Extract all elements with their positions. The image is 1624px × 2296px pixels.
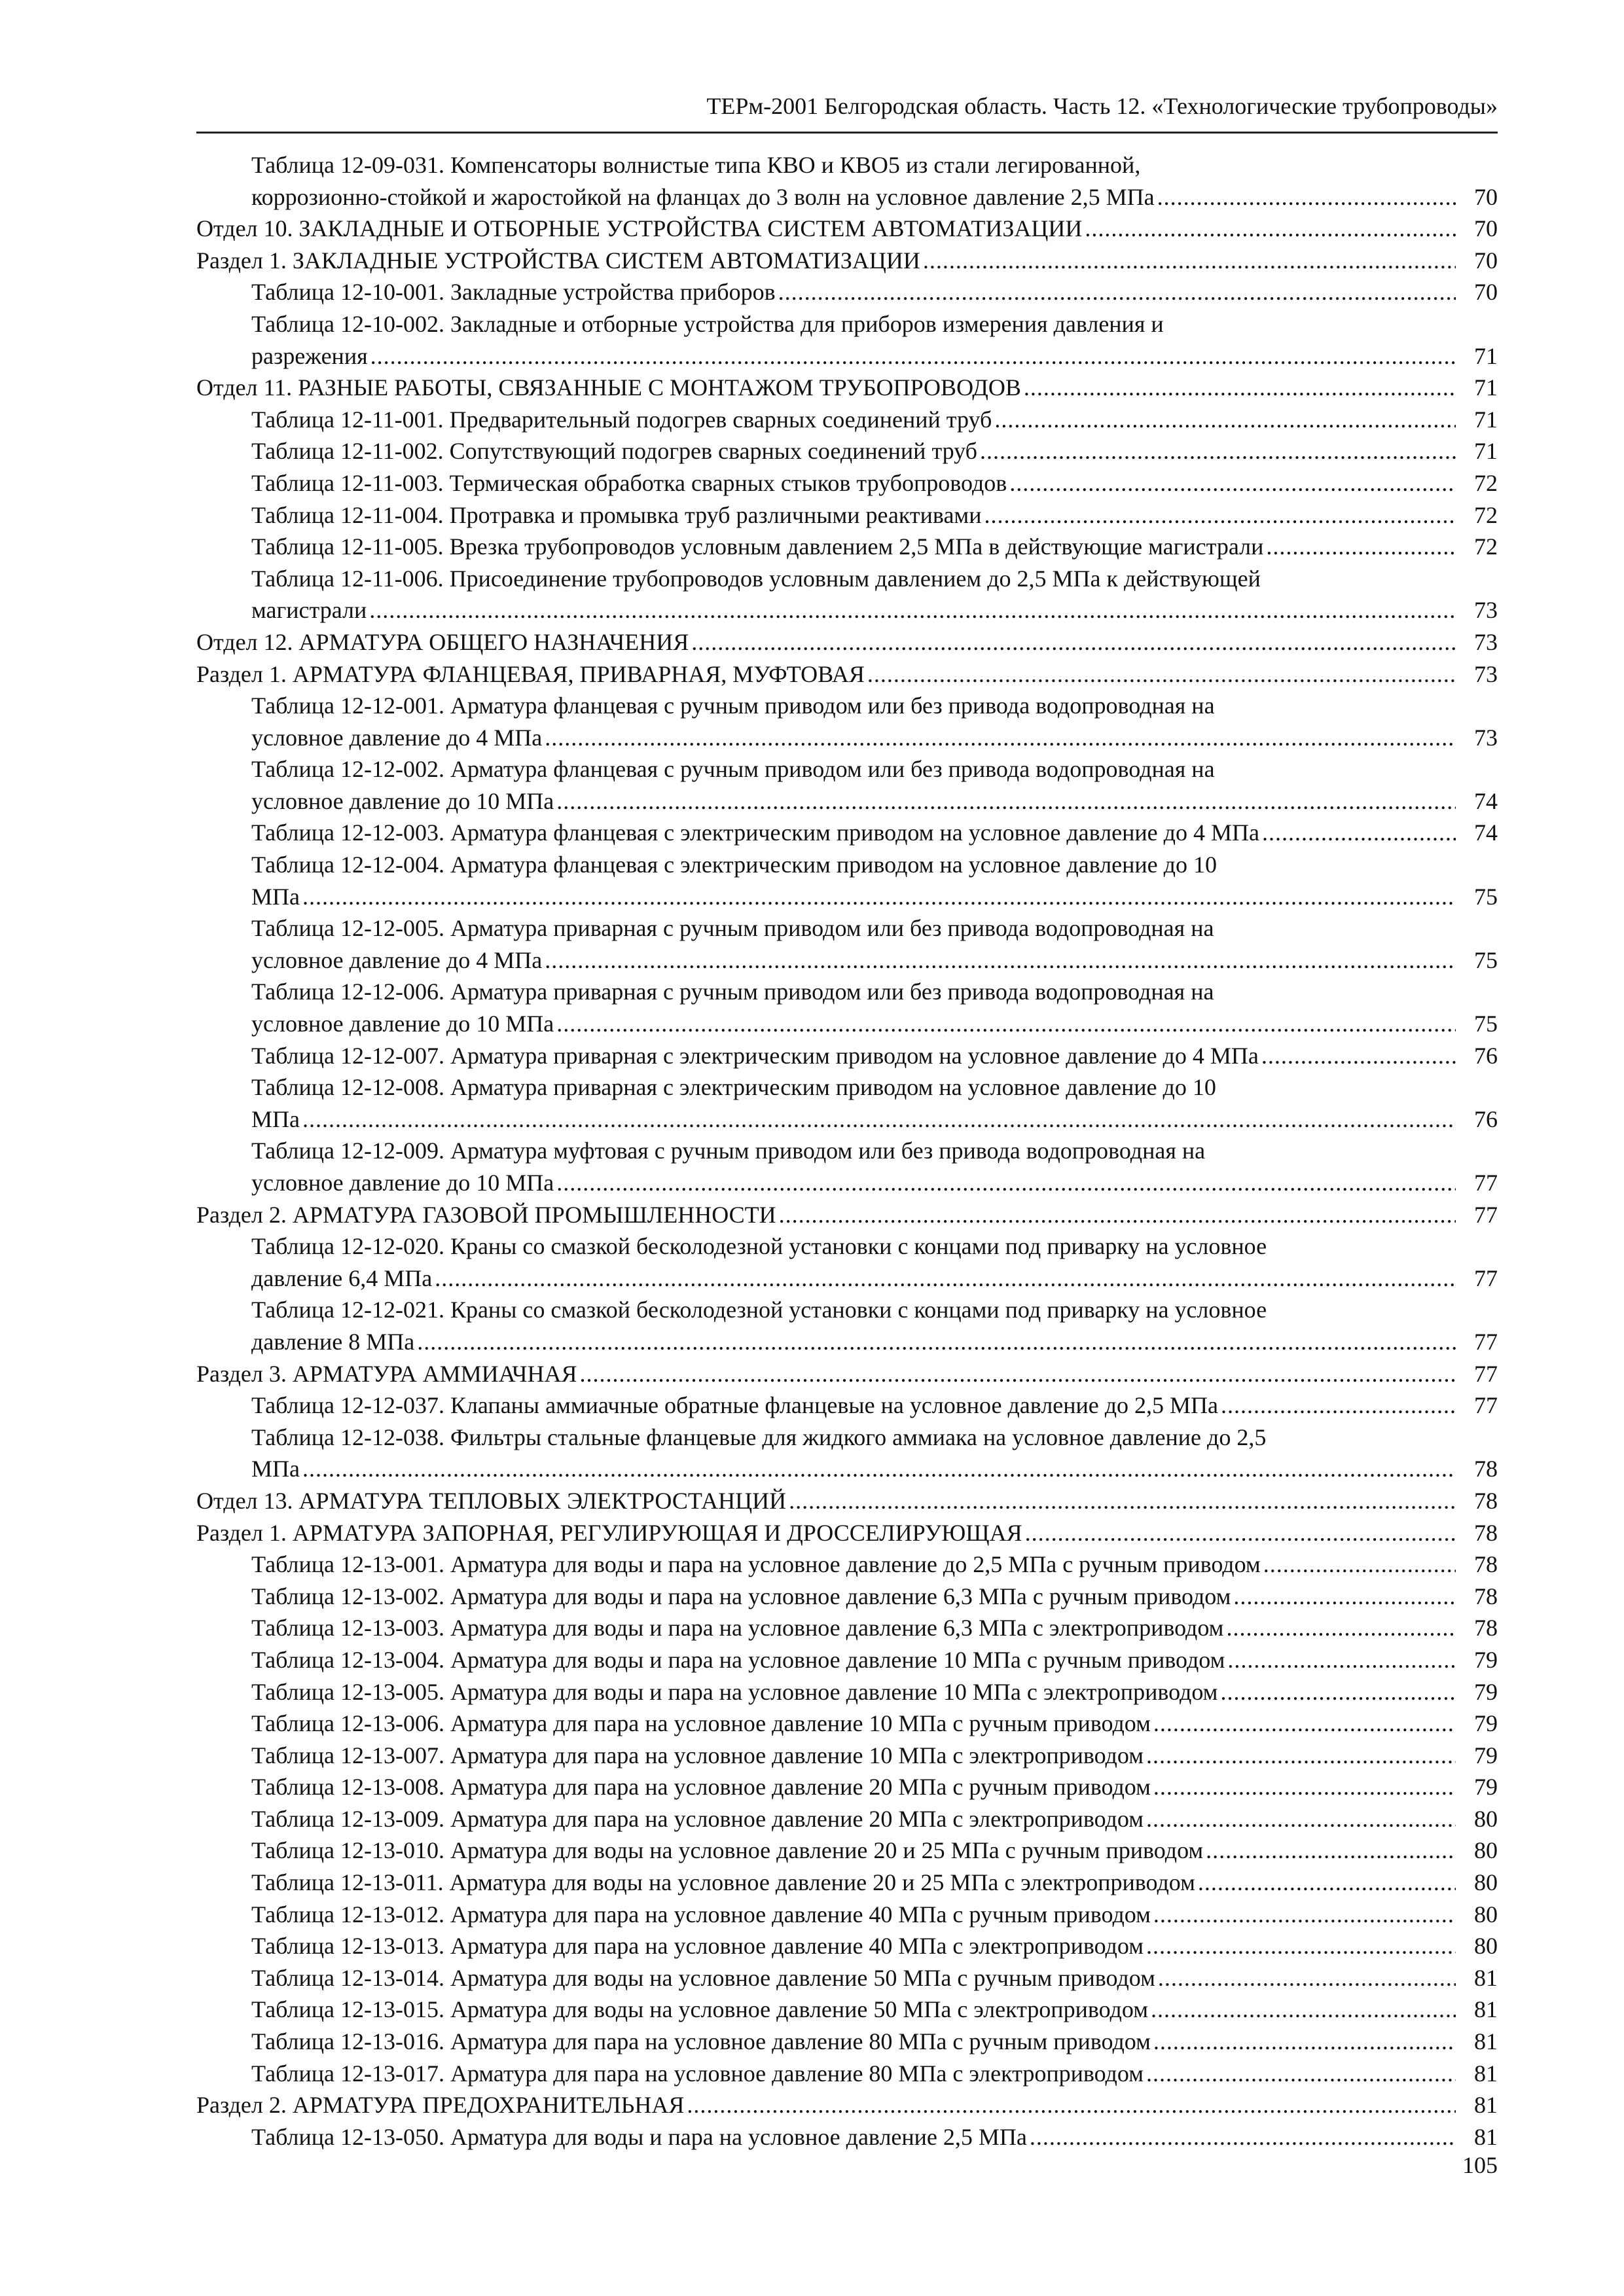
toc-table-entry[interactable] [196, 912, 1498, 976]
toc-page-number: 77 [1474, 1392, 1498, 1419]
dot-leader [556, 1167, 1456, 1199]
dot-leader [1262, 817, 1456, 849]
toc-entry-line [251, 1803, 1456, 1835]
toc-table-entry[interactable] [196, 531, 1498, 563]
toc-entry-line [251, 1453, 1456, 1485]
toc-entry-line [251, 404, 1456, 436]
toc-entry-text: Таблица 12-12-005. Арматура приварная с ручным приводом или без привода водопроводная на [251, 915, 1214, 942]
toc-entry-line [251, 1835, 1456, 1867]
toc-entry-line [251, 817, 1456, 849]
toc-entry-text: Таблица 12-12-038. Фильтры стальные фланцевые для жидкого аммиака на условное давление до 2,5 [251, 1424, 1267, 1450]
dot-leader [545, 722, 1456, 754]
toc-entry-line [251, 2026, 1456, 2058]
toc-entry-text: магистрали [251, 597, 367, 624]
toc-entry-line [196, 2089, 1456, 2121]
toc-table-entry[interactable] [196, 1135, 1498, 1198]
toc-entry-text: Раздел 1. АРМАТУРА ФЛАНЦЕВАЯ, ПРИВАРНАЯ, МУФТОВАЯ [196, 660, 865, 687]
toc-entry-text: условное давление до 4 МПа [251, 946, 543, 973]
dot-leader [1221, 1390, 1456, 1422]
toc-entry-line [251, 785, 1456, 817]
toc-entry-text: Таблица 12-12-006. Арматура приварная с ручным приводом или без привода водопроводная на [251, 978, 1214, 1005]
dot-leader [556, 785, 1456, 817]
dot-leader [556, 1008, 1456, 1040]
toc-page-number: 70 [1474, 279, 1498, 306]
dot-leader [1030, 2121, 1456, 2153]
toc-page-number: 75 [1474, 1011, 1498, 1037]
toc-page-number: 80 [1474, 1933, 1498, 1960]
toc-entry-line [251, 467, 1456, 499]
toc-page-number: 75 [1474, 883, 1498, 910]
toc-page-number: 79 [1474, 1646, 1498, 1673]
toc-section-entry[interactable] [196, 2089, 1498, 2121]
toc-entry-line [251, 881, 1456, 913]
toc-entry-text: Раздел 2. АРМАТУРА ГАЗОВОЙ ПРОМЫШЛЕННОСТИ [196, 1201, 776, 1228]
toc-page-number: 79 [1474, 1742, 1498, 1768]
toc-entry-line [251, 1676, 1456, 1708]
toc-entry-line [251, 531, 1456, 563]
toc-entry-line [196, 213, 1456, 245]
toc-entry-line [251, 1771, 1456, 1803]
toc-page-number: 80 [1474, 1869, 1498, 1896]
toc-entry-line [251, 1422, 1456, 1454]
toc-table-entry[interactable] [196, 308, 1498, 372]
toc-page-number: 70 [1474, 183, 1498, 210]
toc-table-entry[interactable] [196, 817, 1498, 849]
dot-leader [1025, 1517, 1456, 1549]
toc-table-entry[interactable] [196, 149, 1498, 213]
toc-section-entry[interactable] [196, 1485, 1498, 1517]
toc-entry-line [251, 1740, 1456, 1772]
toc-page-number: 71 [1474, 406, 1498, 433]
toc-page-number: 77 [1474, 1360, 1498, 1387]
toc-table-entry[interactable] [196, 1422, 1498, 1485]
toc-table-entry[interactable] [196, 276, 1498, 308]
dot-leader [994, 404, 1456, 436]
toc-page-number: 81 [1474, 2123, 1498, 2150]
toc-entry-text: Таблица 12-10-002. Закладные и отборные устройства для приборов измерения давления и [251, 310, 1164, 337]
toc-page-number: 78 [1474, 1487, 1498, 1514]
toc-entry-line [251, 753, 1456, 785]
toc-page-number: 80 [1474, 1805, 1498, 1832]
toc-entry-text: Таблица 12-13-005. Арматура для воды и пара на условное давление 10 МПа с электроприводом [251, 1678, 1218, 1705]
toc-page-number: 77 [1474, 1265, 1498, 1291]
dot-leader [867, 658, 1456, 691]
toc-entry-text: условное давление до 10 МПа [251, 1170, 554, 1196]
toc-entry-text: МПа [251, 883, 300, 910]
toc-table-entry[interactable] [196, 563, 1498, 626]
toc-table-entry[interactable] [196, 1549, 1498, 1581]
toc-page-number: 74 [1474, 787, 1498, 814]
toc-entry-text: Отдел 10. ЗАКЛАДНЫЕ И ОТБОРНЫЕ УСТРОЙСТВА СИСТЕМ АВТОМАТИЗАЦИИ [196, 215, 1083, 242]
dot-leader [302, 881, 1456, 913]
toc-page-number: 70 [1474, 215, 1498, 242]
dot-leader [1153, 1771, 1456, 1803]
toc-entry-text: Таблица 12-12-008. Арматура приварная с электрическим приводом на условное давление до 10 [251, 1074, 1216, 1101]
toc-entry-line [251, 912, 1456, 944]
toc-table-entry[interactable] [196, 976, 1498, 1039]
toc-page-number: 79 [1474, 1710, 1498, 1737]
toc-entry-text: условное давление до 10 МПа [251, 787, 554, 814]
dot-leader [1198, 1867, 1456, 1899]
toc-entry-line [251, 276, 1456, 308]
toc-entry-line [196, 245, 1456, 277]
toc-section-entry[interactable] [196, 245, 1498, 277]
toc-table-entry[interactable] [196, 1644, 1498, 1676]
toc-entry-text: Таблица 12-12-021. Краны со смазкой бесколодезной установки с концами под приварку на условное [251, 1297, 1267, 1323]
toc-entry-text: Раздел 2. АРМАТУРА ПРЕДОХРАНИТЕЛЬНАЯ [196, 2092, 685, 2119]
toc-table-entry[interactable] [196, 1867, 1498, 1899]
toc-entry-line [251, 1708, 1456, 1740]
dot-leader [1157, 181, 1456, 213]
dot-leader [1220, 1676, 1456, 1708]
toc-entry-line [251, 594, 1456, 626]
toc-page-number: 72 [1474, 469, 1498, 496]
toc-page-number: 70 [1474, 247, 1498, 274]
toc-entry-text: Таблица 12-13-014. Арматура для воды на условное давление 50 МПа с ручным приводом [251, 1964, 1155, 1991]
toc-page-number: 72 [1474, 533, 1498, 560]
toc-entry-line [196, 1485, 1456, 1517]
toc-entry-text: давление 6,4 МПа [251, 1265, 433, 1291]
toc-entry-line [251, 1230, 1456, 1263]
toc-page-number: 81 [1474, 2028, 1498, 2055]
toc-entry-line [251, 1294, 1456, 1326]
toc-entry-line [251, 1008, 1456, 1040]
toc-page-number: 72 [1474, 501, 1498, 528]
toc-table-entry[interactable] [196, 1740, 1498, 1772]
dot-leader [1085, 213, 1456, 245]
toc-section-entry[interactable] [196, 1358, 1498, 1390]
toc-page-number: 74 [1474, 819, 1498, 846]
dot-leader [1146, 2058, 1456, 2090]
toc-entry-line [251, 1071, 1456, 1103]
dot-leader [1009, 467, 1456, 499]
toc-table-entry[interactable] [196, 849, 1498, 912]
dot-leader [1226, 1612, 1456, 1644]
toc-table-entry[interactable] [196, 1390, 1498, 1422]
toc-entry-line [251, 1326, 1456, 1358]
dot-leader [984, 499, 1456, 531]
toc-table-entry[interactable] [196, 2058, 1498, 2090]
toc-entry-line [251, 1390, 1456, 1422]
toc-entry-line [251, 690, 1456, 722]
toc-entry-line [196, 1199, 1456, 1231]
toc-section-entry[interactable] [196, 658, 1498, 691]
toc-table-entry[interactable] [196, 435, 1498, 467]
toc-section-entry[interactable] [196, 1199, 1498, 1231]
toc-entry-line [196, 1517, 1456, 1549]
dot-leader [1227, 1644, 1456, 1676]
toc-table-entry[interactable] [196, 1708, 1498, 1740]
toc-table-entry[interactable] [196, 1962, 1498, 1994]
dot-leader [789, 1485, 1456, 1517]
toc-table-entry[interactable] [196, 1581, 1498, 1613]
toc-entry-line [251, 308, 1456, 340]
toc-entry-text: Таблица 12-13-013. Арматура для пара на условное давление 40 МПа с электроприводом [251, 1933, 1144, 1960]
toc-entry-text: Раздел 1. ЗАКЛАДНЫЕ УСТРОЙСТВА СИСТЕМ АВТОМАТИЗАЦИИ [196, 247, 920, 274]
toc-entry-line [251, 435, 1456, 467]
dot-leader [1146, 1930, 1456, 1962]
toc-entry-text: Таблица 12-12-001. Арматура фланцевая с ручным приводом или без привода водопроводная на [251, 692, 1215, 719]
dot-leader [302, 1453, 1456, 1485]
toc-entry-line [251, 1581, 1456, 1613]
toc-entry-line [251, 2121, 1456, 2153]
toc-page-number: 81 [1474, 1996, 1498, 2023]
dot-leader [1151, 1994, 1456, 2026]
toc-entry-text: Таблица 12-13-012. Арматура для пара на условное давление 40 МПа с ручным приводом [251, 1901, 1151, 1928]
toc-page-number: 78 [1474, 1519, 1498, 1546]
dot-leader [779, 1199, 1456, 1231]
toc-entry-line [251, 1899, 1456, 1931]
toc-page-number: 73 [1474, 660, 1498, 687]
toc-entry-line [251, 563, 1456, 595]
dot-leader [980, 435, 1456, 467]
toc-entry-text: Таблица 12-12-037. Клапаны аммиачные обратные фланцевые на условное давление до 2,5 МПа [251, 1392, 1219, 1419]
toc-entry-line [251, 722, 1456, 754]
toc-page-number: 73 [1474, 597, 1498, 624]
toc-section-entry[interactable] [196, 1517, 1498, 1549]
toc-entry-text: Таблица 12-13-004. Арматура для воды и пара на условное давление 10 МПа с ручным приводом [251, 1646, 1225, 1673]
dot-leader [1146, 1740, 1456, 1772]
toc-section-entry[interactable] [196, 626, 1498, 658]
toc-page-number: 79 [1474, 1678, 1498, 1705]
toc-entry-text: Таблица 12-13-010. Арматура для воды на условное давление 20 и 25 МПа с ручным приводом [251, 1837, 1204, 1864]
toc-entry-text: Таблица 12-13-007. Арматура для пара на условное давление 10 МПа с электроприводом [251, 1742, 1144, 1768]
toc-table-entry[interactable] [196, 499, 1498, 531]
toc-entry-line [251, 1263, 1456, 1295]
dot-leader [1158, 1962, 1456, 1994]
toc-entry-line [251, 181, 1456, 213]
dot-leader [1263, 1549, 1456, 1581]
dot-leader [417, 1326, 1456, 1358]
toc-table-entry[interactable] [196, 2121, 1498, 2153]
toc-entry-line [196, 626, 1456, 658]
toc-table-entry[interactable] [196, 467, 1498, 499]
toc-entry-text: условное давление до 10 МПа [251, 1011, 554, 1037]
toc-entry-text: Таблица 12-13-050. Арматура для воды и пара на условное давление 2,5 МПа [251, 2123, 1027, 2150]
toc-page-number: 80 [1474, 1837, 1498, 1864]
toc-entry-text: Таблица 12-13-017. Арматура для пара на условное давление 80 МПа с электроприводом [251, 2060, 1144, 2087]
toc-page-number: 78 [1474, 1551, 1498, 1578]
toc-entry-line [251, 499, 1456, 531]
dot-leader [1153, 1899, 1456, 1931]
dot-leader [369, 594, 1456, 626]
toc-entry-text: Отдел 13. АРМАТУРА ТЕПЛОВЫХ ЭЛЕКТРОСТАНЦИЙ [196, 1487, 787, 1514]
toc-table-entry[interactable] [196, 1230, 1498, 1294]
toc-entry-line [251, 1612, 1456, 1644]
toc-table-entry[interactable] [196, 1994, 1498, 2026]
toc-entry-text: Раздел 3. АРМАТУРА АММИАЧНАЯ [196, 1360, 577, 1387]
toc-entry-line [251, 1549, 1456, 1581]
toc-page-number: 76 [1474, 1105, 1498, 1132]
toc-page-number: 78 [1474, 1615, 1498, 1641]
toc-table-entry[interactable] [196, 404, 1498, 436]
dot-leader [1261, 1040, 1456, 1072]
toc-page-number: 81 [1474, 2060, 1498, 2087]
toc-entry-text: Таблица 12-13-002. Арматура для воды и пара на условное давление 6,3 МПа с ручным приводом [251, 1583, 1231, 1609]
toc-entry-text: Отдел 11. РАЗНЫЕ РАБОТЫ, СВЯЗАННЫЕ С МОНТАЖОМ ТРУБОПРОВОДОВ [196, 374, 1021, 401]
toc-entry-text: Таблица 12-11-004. Протравка и промывка труб различными реактивами [251, 501, 982, 528]
toc-page-number: 71 [1474, 438, 1498, 465]
toc-table-entry[interactable] [196, 1040, 1498, 1072]
toc-entry-line [251, 1962, 1456, 1994]
toc-entry-text: Таблица 12-12-003. Арматура фланцевая с электрическим приводом на условное давление до 4 МПа [251, 819, 1259, 846]
toc-table-entry[interactable] [196, 1835, 1498, 1867]
table-of-contents [196, 149, 1498, 2153]
toc-entry-text: Таблица 12-13-011. Арматура для воды на условное давление 20 и 25 МПа с электроприводом [251, 1869, 1195, 1896]
dot-leader [1233, 1581, 1456, 1613]
toc-entry-line [251, 1167, 1456, 1199]
toc-entry-text: МПа [251, 1456, 300, 1482]
toc-section-entry[interactable] [196, 372, 1498, 404]
toc-page-number: 81 [1474, 2092, 1498, 2119]
toc-table-entry[interactable] [196, 1930, 1498, 1962]
toc-entry-text: Отдел 12. АРМАТУРА ОБЩЕГО НАЗНАЧЕНИЯ [196, 628, 689, 655]
toc-entry-text: Таблица 12-11-003. Термическая обработка сварных стыков трубопроводов [251, 469, 1007, 496]
toc-entry-text: Таблица 12-12-004. Арматура фланцевая с электрическим приводом на условное давление до 10 [251, 852, 1217, 878]
dot-leader [691, 626, 1456, 658]
toc-entry-text: Таблица 12-11-006. Присоединение трубопроводов условным давлением до 2,5 МПа к действующей [251, 565, 1261, 592]
toc-entry-text: Таблица 12-12-007. Арматура приварная с электрическим приводом на условное давление до 4 МПа [251, 1042, 1259, 1069]
toc-entry-line [251, 1994, 1456, 2026]
toc-entry-line [196, 1358, 1456, 1390]
toc-entry-text: Таблица 12-10-001. Закладные устройства приборов [251, 279, 776, 306]
toc-entry-text: Таблица 12-13-003. Арматура для воды и пара на условное давление 6,3 МПа с электроприводом [251, 1615, 1224, 1641]
toc-table-entry[interactable] [196, 753, 1498, 817]
toc-page-number: 77 [1474, 1328, 1498, 1355]
dot-leader [1153, 1708, 1456, 1740]
toc-entry-line [251, 340, 1456, 372]
toc-entry-line [251, 1040, 1456, 1072]
toc-entry-text: Раздел 1. АРМАТУРА ЗАПОРНАЯ, РЕГУЛИРУЮЩАЯ И ДРОССЕЛИРУЮЩАЯ [196, 1519, 1022, 1546]
toc-entry-text: разрежения [251, 342, 368, 369]
toc-page-number: 71 [1474, 374, 1498, 401]
toc-page-number: 78 [1474, 1583, 1498, 1609]
dot-leader [1153, 2026, 1456, 2058]
toc-entry-line [251, 1103, 1456, 1136]
toc-section-entry[interactable] [196, 213, 1498, 245]
toc-table-entry[interactable] [196, 1612, 1498, 1644]
toc-entry-text: коррозионно-стойкой и жаростойкой на фланцах до 3 волн на условное давление 2,5 МПа [251, 183, 1155, 210]
toc-entry-text: Таблица 12-11-002. Сопутствующий подогрев сварных соединений труб [251, 438, 977, 465]
toc-entry-text: Таблица 12-13-009. Арматура для пара на условное давление 20 МПа с электроприводом [251, 1805, 1144, 1832]
toc-entry-text: Таблица 12-13-016. Арматура для пара на условное давление 80 МПа с ручным приводом [251, 2028, 1151, 2055]
toc-table-entry[interactable] [196, 2026, 1498, 2058]
header-title: ТЕРм-2001 Белгородская область. Часть 12. «Технологические трубопроводы» [706, 93, 1498, 119]
toc-table-entry[interactable] [196, 1294, 1498, 1357]
toc-entry-text: Таблица 12-13-015. Арматура для воды на условное давление 50 МПа с электроприводом [251, 1996, 1148, 2023]
dot-leader [302, 1103, 1456, 1136]
running-header [196, 92, 1498, 134]
toc-entry-text: давление 8 МПа [251, 1328, 415, 1355]
dot-leader [1206, 1835, 1456, 1867]
toc-page-number: 80 [1474, 1901, 1498, 1928]
toc-entry-line [251, 1644, 1456, 1676]
dot-leader [1146, 1803, 1456, 1835]
toc-entry-text: Таблица 12-11-001. Предварительный подогрев сварных соединений труб [251, 406, 992, 433]
dot-leader [1024, 372, 1456, 404]
toc-page-number: 77 [1474, 1170, 1498, 1196]
toc-entry-text: МПа [251, 1105, 300, 1132]
toc-page-number: 76 [1474, 1042, 1498, 1069]
dot-leader [687, 2089, 1456, 2121]
toc-entry-line [251, 1867, 1456, 1899]
toc-entry-line [251, 849, 1456, 881]
toc-entry-line [196, 658, 1456, 691]
toc-page-number: 73 [1474, 628, 1498, 655]
page-number: 105 [1462, 2152, 1498, 2178]
dot-leader [435, 1263, 1456, 1295]
toc-table-entry[interactable] [196, 1803, 1498, 1835]
toc-page-number: 71 [1474, 342, 1498, 369]
toc-entry-text: условное давление до 4 МПа [251, 724, 543, 751]
toc-entry-text: Таблица 12-11-005. Врезка трубопроводов условным давлением 2,5 МПа в действующие магистрали [251, 533, 1264, 560]
toc-table-entry[interactable] [196, 690, 1498, 753]
toc-entry-text: Таблица 12-13-008. Арматура для пара на условное давление 20 МПа с ручным приводом [251, 1774, 1151, 1801]
toc-table-entry[interactable] [196, 1676, 1498, 1708]
toc-entry-line [251, 1135, 1456, 1167]
dot-leader [923, 245, 1456, 277]
toc-page-number: 78 [1474, 1456, 1498, 1482]
toc-entry-line [251, 944, 1456, 977]
toc-table-entry[interactable] [196, 1899, 1498, 1931]
toc-page-number: 81 [1474, 1964, 1498, 1991]
toc-entry-text: Таблица 12-13-006. Арматура для пара на условное давление 10 МПа с ручным приводом [251, 1710, 1151, 1737]
dot-leader [545, 944, 1456, 977]
toc-entry-text: Таблица 12-09-031. Компенсаторы волнистые типа КВО и КВО5 из стали легированной, [251, 152, 1141, 178]
toc-page-number: 75 [1474, 946, 1498, 973]
toc-entry-text: Таблица 12-13-001. Арматура для воды и пара на условное давление до 2,5 МПа с ручным приводом [251, 1551, 1261, 1578]
toc-page-number: 77 [1474, 1201, 1498, 1228]
toc-entry-line [251, 2058, 1456, 2090]
toc-entry-line [196, 372, 1456, 404]
toc-entry-line [251, 1930, 1456, 1962]
dot-leader [1266, 531, 1456, 563]
toc-entry-line [251, 976, 1456, 1008]
toc-entry-text: Таблица 12-12-020. Краны со смазкой бесколодезной установки с концами под приварку на условное [251, 1233, 1267, 1260]
dot-leader [778, 276, 1456, 308]
toc-table-entry[interactable] [196, 1071, 1498, 1135]
toc-page-number: 79 [1474, 1774, 1498, 1801]
dot-leader [580, 1358, 1456, 1390]
toc-table-entry[interactable] [196, 1771, 1498, 1803]
toc-entry-text: Таблица 12-12-009. Арматура муфтовая с ручным приводом или без привода водопроводная на [251, 1138, 1206, 1164]
toc-entry-text: Таблица 12-12-002. Арматура фланцевая с ручным приводом или без привода водопроводная на [251, 756, 1215, 783]
toc-page-number: 73 [1474, 724, 1498, 751]
dot-leader [370, 340, 1456, 372]
toc-entry-line [251, 149, 1456, 181]
